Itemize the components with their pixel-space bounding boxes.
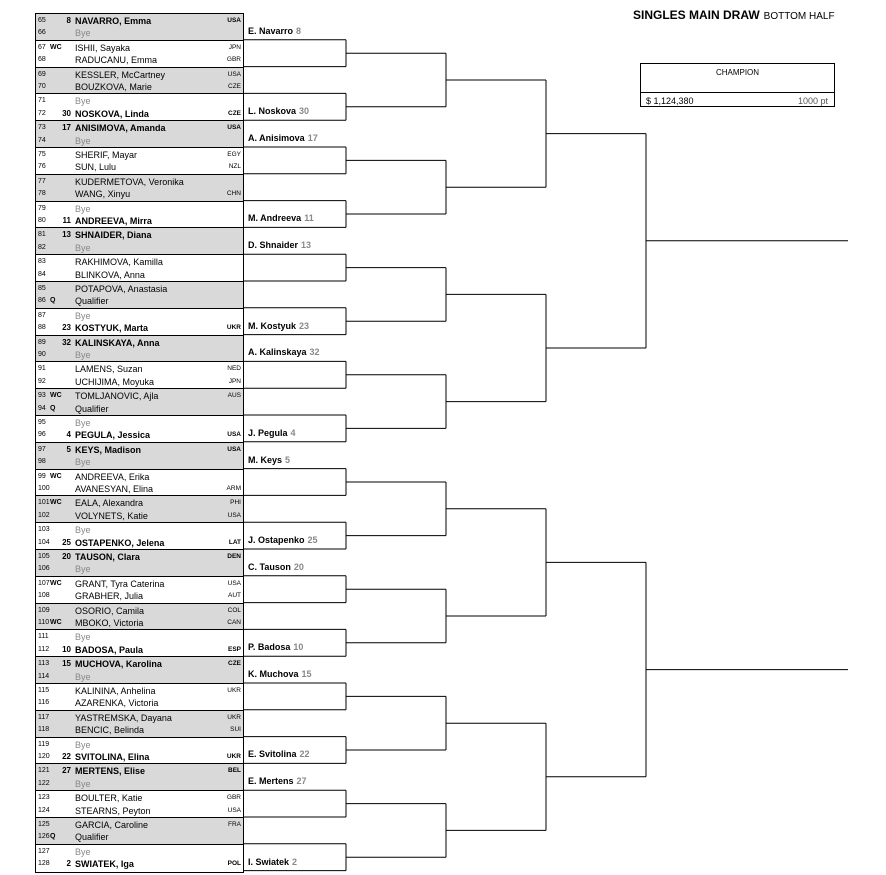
- draw-position: 109: [38, 606, 50, 614]
- seed-number: 32: [62, 337, 71, 347]
- country-code: USA: [227, 70, 241, 78]
- player-name: Bye: [75, 203, 91, 214]
- round2-winner-seed: 30: [299, 106, 310, 117]
- seed-number: 30: [62, 108, 71, 118]
- draw-position: 125: [38, 820, 50, 828]
- entry-tag: Q: [50, 833, 56, 841]
- round2-winner-seed: 22: [299, 749, 310, 760]
- draw-position: 79: [38, 204, 46, 212]
- player-name: Qualifier: [75, 832, 109, 843]
- country-code: CZE: [228, 82, 241, 90]
- seed-number: 25: [62, 537, 71, 547]
- draw-position: 121: [38, 767, 50, 775]
- player-name: Bye: [75, 846, 91, 857]
- player-name: RADUCANU, Emma: [75, 55, 158, 66]
- player-name: BLINKOVA, Anna: [75, 269, 145, 280]
- player-name: KEYS, Madison: [75, 444, 142, 455]
- country-code: AUT: [228, 592, 241, 600]
- round2-winner-seed: 32: [309, 347, 320, 358]
- draw-position: 92: [38, 377, 46, 385]
- country-code: DEN: [227, 552, 241, 560]
- player-name: VOLYNETS, Katie: [75, 510, 148, 521]
- player-name: SUN, Lulu: [75, 162, 117, 173]
- draw-position: 83: [38, 258, 46, 266]
- draw-position: 80: [38, 216, 46, 224]
- player-name: SHNAIDER, Diana: [75, 230, 152, 241]
- country-code: CAN: [227, 618, 241, 626]
- draw-position: 97: [38, 445, 46, 453]
- round2-winner-seed: 15: [301, 669, 312, 679]
- round2-winner: [248, 213, 314, 223]
- country-code: ESP: [227, 645, 241, 653]
- player-name: ANISIMOVA, Amanda: [75, 123, 166, 134]
- country-code: USA: [227, 431, 241, 439]
- round2-winner-seed: 23: [299, 320, 310, 331]
- country-code: UKR: [226, 752, 241, 760]
- player-name: KOSTYUK, Marta: [75, 323, 149, 334]
- round2-winner-name: E. Mertens: [248, 776, 294, 787]
- round2-winner-name: P. Badosa: [248, 642, 291, 653]
- player-name: Bye: [75, 96, 91, 107]
- player-name: ANDREEVA, Mirra: [75, 215, 152, 226]
- draw-position: 86: [38, 297, 46, 305]
- seed-number: 15: [62, 659, 71, 669]
- round2-winner-name: A. Kalinskaya: [248, 347, 307, 358]
- draw-title-subtitle: BOTTOM HALF: [763, 11, 835, 22]
- draw-position: 123: [38, 794, 50, 802]
- country-code: USA: [227, 579, 241, 587]
- round2-winner-name: A. Anisimova: [248, 133, 305, 143]
- seed-number: 11: [62, 215, 71, 225]
- draw-position: 128: [38, 860, 50, 868]
- champion-prize: $ 1,124,380: [646, 96, 694, 106]
- seed-number: 8: [66, 16, 71, 25]
- player-name: STEARNS, Peyton: [75, 805, 151, 816]
- country-code: SUI: [230, 726, 241, 734]
- player-name: MUCHOVA, Karolina: [75, 659, 162, 670]
- player-name: EALA, Alexandra: [75, 498, 144, 509]
- round2-winner-name: J. Ostapenko: [248, 535, 305, 545]
- player-name: LAMENS, Suzan: [75, 364, 143, 375]
- round2-winner: [248, 669, 312, 679]
- player-name: RAKHIMOVA, Kamilla: [75, 257, 163, 268]
- player-name: Qualifier: [75, 296, 109, 307]
- seed-number: 10: [62, 644, 71, 654]
- player-name: TAUSON, Clara: [75, 551, 140, 562]
- draw-position: 120: [38, 752, 50, 760]
- player-name: NOSKOVA, Linda: [75, 108, 149, 119]
- draw-position: 76: [38, 163, 46, 171]
- round2-winner-seed: 4: [290, 427, 296, 438]
- player-name: AZARENKA, Victoria: [75, 698, 159, 709]
- country-code: UKR: [227, 713, 241, 721]
- draw-position: 74: [38, 136, 46, 144]
- player-name: MERTENS, Elise: [75, 766, 146, 777]
- round2-winner-seed: 25: [307, 535, 318, 545]
- round2-winner-seed: 8: [296, 25, 302, 36]
- draw-position: 66: [38, 29, 46, 37]
- player-name: ANDREEVA, Erika: [75, 471, 150, 482]
- seed-number: 13: [62, 230, 71, 240]
- country-code: NED: [227, 365, 241, 373]
- player-name: WANG, Xinyu: [75, 189, 131, 200]
- player-name: KUDERMETOVA, Veronika: [75, 176, 184, 187]
- round2-winner-name: M. Kostyuk: [248, 320, 297, 331]
- draw-position: 71: [38, 97, 46, 105]
- round2-winner-name: E. Svitolina: [248, 749, 297, 760]
- player-name: YASTREMSKA, Dayana: [75, 712, 172, 723]
- player-name: Qualifier: [75, 403, 109, 414]
- seed-number: 5: [66, 444, 71, 454]
- draw-position: 114: [38, 672, 50, 680]
- player-name: BENCIC, Belinda: [75, 725, 145, 736]
- draw-position: 118: [38, 726, 50, 734]
- round2-winner: [248, 535, 318, 545]
- draw-position: 112: [38, 645, 50, 653]
- draw-position: 95: [38, 418, 46, 426]
- country-code: BEL: [228, 767, 241, 775]
- draw-title-main: SINGLES MAIN DRAW: [633, 8, 760, 22]
- seed-number: 17: [62, 123, 71, 133]
- country-code: USA: [227, 124, 241, 132]
- draw-position: 116: [38, 699, 50, 707]
- round2-winner-name: D. Shnaider: [248, 240, 299, 251]
- player-name: Bye: [75, 349, 91, 360]
- country-code: EGY: [227, 150, 241, 158]
- round2-winner-seed: 13: [301, 240, 312, 251]
- draw-position: 124: [38, 806, 50, 814]
- round2-winner-name: I. Swiatek: [248, 856, 290, 867]
- player-name: SVITOLINA, Elina: [75, 751, 150, 762]
- round2-winner-seed: 11: [304, 213, 314, 224]
- draw-position: 69: [38, 70, 46, 78]
- draw-position: 67: [38, 43, 46, 51]
- player-name: AVANESYAN, Elina: [75, 483, 154, 494]
- round2-winner: [248, 749, 310, 759]
- round2-winner-name: M. Keys: [248, 454, 283, 465]
- draw-position: 104: [38, 538, 50, 546]
- round2-winner: [248, 562, 304, 572]
- player-name: Bye: [75, 525, 91, 536]
- round2-winner: [248, 455, 290, 465]
- player-name: OSORIO, Camila: [75, 605, 145, 616]
- country-code: GBR: [226, 794, 241, 802]
- round2-winner: [248, 642, 303, 652]
- country-code: USA: [227, 806, 241, 814]
- round2-winner-seed: 20: [293, 561, 304, 572]
- draw-position: 113: [38, 660, 50, 668]
- country-code: NZL: [228, 163, 241, 171]
- country-code: CZE: [228, 660, 241, 668]
- country-code: GBR: [226, 56, 241, 64]
- champion-points: 1000 pt: [797, 96, 828, 106]
- draw-position: 107: [38, 579, 50, 587]
- entry-tag: Q: [50, 404, 56, 412]
- entry-tag: WC: [50, 43, 62, 51]
- player-name: Bye: [75, 417, 91, 428]
- player-name: POTAPOVA, Anastasia: [75, 283, 168, 294]
- draw-position: 119: [38, 740, 50, 748]
- draw-position: 78: [38, 190, 46, 198]
- draw-position: 102: [38, 511, 50, 519]
- player-name: TOMLJANOVIC, Ajla: [75, 391, 159, 402]
- player-name: Bye: [75, 457, 91, 468]
- country-code: USA: [227, 445, 241, 453]
- player-name: Bye: [75, 778, 91, 789]
- round2-winner-name: L. Noskova: [248, 106, 297, 117]
- country-code: AUS: [227, 392, 241, 400]
- player-name: BADOSA, Paula: [75, 644, 144, 655]
- round2-winner: [248, 26, 301, 36]
- draw-position: 94: [38, 404, 46, 412]
- entry-tag: WC: [50, 499, 62, 507]
- draw-position: 85: [38, 284, 46, 292]
- player-name: NAVARRO, Emma: [75, 16, 152, 26]
- player-name: Bye: [75, 28, 91, 39]
- round2-winner-seed: 10: [293, 642, 304, 653]
- player-name: KALININA, Anhelina: [75, 685, 156, 696]
- seed-number: 4: [66, 430, 71, 440]
- player-name: Bye: [75, 671, 91, 682]
- player-name: BOULTER, Katie: [75, 793, 143, 804]
- player-name: MBOKO, Victoria: [75, 617, 144, 628]
- draw-position: 110: [38, 618, 50, 626]
- player-name: GRABHER, Julia: [75, 591, 144, 602]
- draw-position: 117: [38, 713, 50, 721]
- player-name: GRANT, Tyra Caterina: [75, 578, 165, 589]
- entry-tag: WC: [50, 579, 62, 587]
- entry-tag: WC: [50, 392, 62, 400]
- player-name: BOUZKOVA, Marie: [75, 81, 152, 92]
- draw-position: 68: [38, 56, 46, 64]
- player-name: Bye: [75, 632, 91, 643]
- player-name: Bye: [75, 739, 91, 750]
- country-code: POL: [227, 860, 241, 868]
- round2-winner: [248, 857, 297, 867]
- draw-position: 127: [38, 847, 50, 855]
- round2-winner-seed: 27: [296, 776, 307, 787]
- player-name: UCHIJIMA, Moyuka: [75, 376, 155, 387]
- entry-tag: WC: [50, 618, 62, 626]
- round2-winner: [248, 428, 296, 438]
- seed-number: 2: [66, 859, 71, 869]
- country-code: UKR: [227, 686, 241, 694]
- draw-position: 101: [38, 499, 50, 507]
- player-name: PEGULA, Jessica: [75, 430, 151, 441]
- player-name: OSTAPENKO, Jelena: [75, 537, 165, 548]
- draw-position: 98: [38, 458, 46, 466]
- round2-winner-seed: 17: [307, 133, 318, 143]
- draw-position: 122: [38, 779, 50, 787]
- country-code: ARM: [226, 484, 241, 492]
- player-name: KESSLER, McCartney: [75, 69, 166, 80]
- round2-winner-name: C. Tauson: [248, 561, 291, 572]
- draw-position: 89: [38, 338, 46, 346]
- champion-label: CHAMPION: [715, 68, 760, 77]
- draw-position: 111: [38, 633, 49, 641]
- country-code: COL: [227, 606, 241, 614]
- round2-winner: [248, 347, 320, 357]
- draw-position: 72: [38, 109, 46, 117]
- player-name: Bye: [75, 242, 91, 253]
- draw-position: 126: [38, 833, 50, 841]
- seed-number: 22: [62, 751, 71, 761]
- country-code: CHN: [226, 190, 241, 198]
- round2-winner: [248, 133, 318, 143]
- country-code: PHI: [230, 499, 241, 507]
- country-code: UKR: [226, 324, 241, 332]
- draw-position: 81: [38, 231, 46, 239]
- seed-number: 27: [62, 766, 71, 776]
- round2-winner-name: K. Muchova: [248, 669, 299, 679]
- draw-position: 88: [38, 324, 46, 332]
- round2-winner: [248, 776, 307, 786]
- player-name: ISHII, Sayaka: [75, 42, 131, 53]
- country-code: JPN: [228, 43, 241, 51]
- round2-winner-name: J. Pegula: [248, 427, 288, 438]
- draw-position: 115: [38, 686, 50, 694]
- country-code: LAT: [228, 538, 241, 546]
- draw-position: 77: [38, 177, 46, 185]
- player-name: KALINSKAYA, Anna: [75, 337, 160, 348]
- draw-position: 90: [38, 350, 46, 358]
- round2-winner-name: E. Navarro: [248, 25, 294, 36]
- player-name: Bye: [75, 564, 91, 575]
- country-code: FRA: [228, 820, 241, 828]
- player-name: SHERIF, Mayar: [75, 149, 138, 160]
- player-name: Bye: [75, 310, 91, 321]
- draw-position: 87: [38, 311, 46, 319]
- player-name: GARCIA, Caroline: [75, 819, 149, 830]
- draw-position: 82: [38, 243, 46, 251]
- entry-tag: Q: [50, 297, 56, 305]
- draw-position: 96: [38, 431, 46, 439]
- seed-number: 23: [62, 323, 71, 333]
- draw-position: 106: [38, 565, 50, 573]
- draw-position: 73: [38, 124, 46, 132]
- draw-position: 105: [38, 552, 50, 560]
- draw-position: 103: [38, 526, 50, 534]
- draw-position: 99: [38, 472, 46, 480]
- draw-position: 91: [38, 365, 46, 373]
- draw-position: 93: [38, 392, 46, 400]
- round2-winner: [248, 321, 309, 331]
- country-code: CZE: [228, 109, 241, 117]
- draw-position: 84: [38, 270, 46, 278]
- draw-position: 108: [38, 592, 50, 600]
- round2-winner: [248, 106, 309, 116]
- player-name: Bye: [75, 135, 91, 146]
- draw-position: 100: [38, 484, 50, 492]
- entry-tag: WC: [50, 472, 62, 480]
- round2-winner-seed: 2: [292, 856, 298, 867]
- country-code: JPN: [228, 377, 241, 385]
- round2-winner: [248, 240, 311, 250]
- country-code: USA: [227, 511, 241, 519]
- draw-position: 75: [38, 150, 46, 158]
- seed-number: 20: [62, 551, 71, 561]
- country-code: USA: [227, 17, 241, 24]
- round2-winner-seed: 5: [285, 454, 291, 465]
- round2-winner-name: M. Andreeva: [248, 213, 302, 224]
- draw-position: 65: [38, 17, 46, 24]
- draw-position: 70: [38, 82, 46, 90]
- player-name: SWIATEK, Iga: [75, 859, 134, 870]
